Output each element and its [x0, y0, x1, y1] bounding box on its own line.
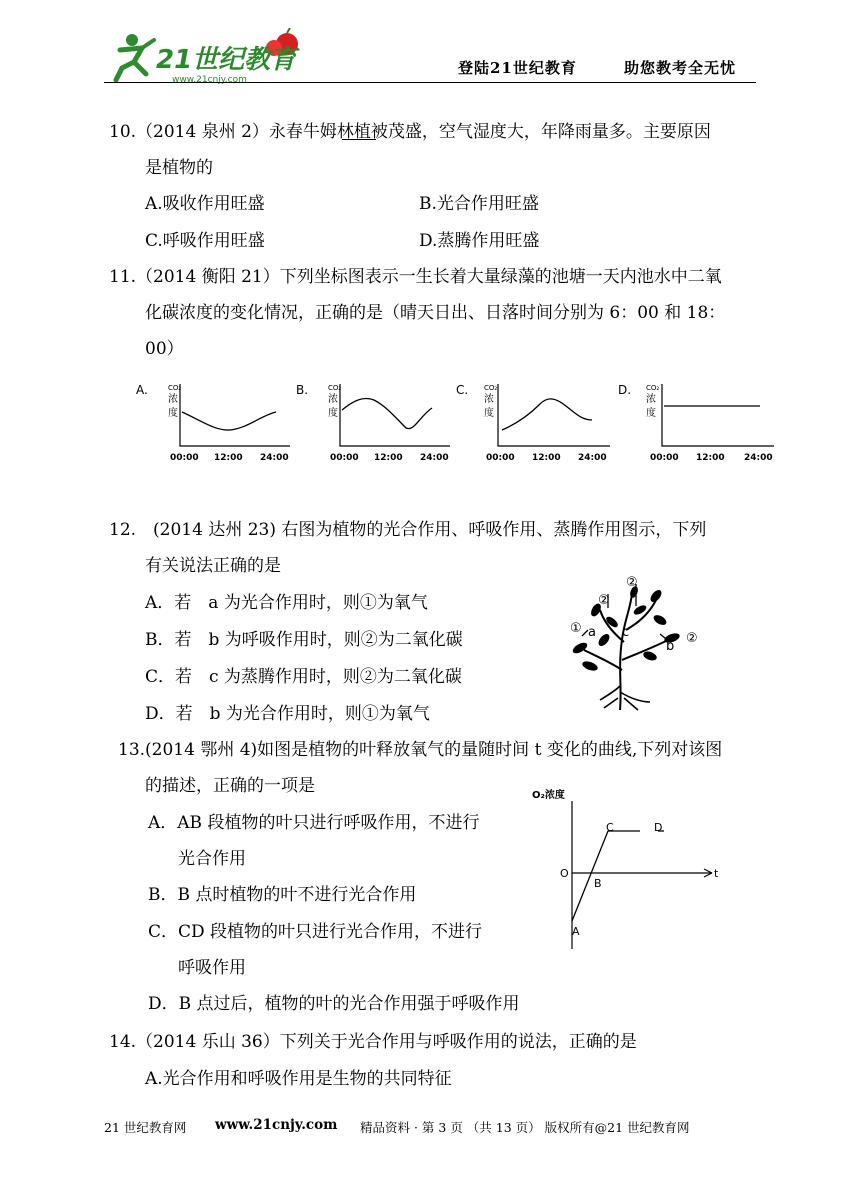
q11-graphs [130, 376, 780, 468]
plant-label-b: b [666, 639, 675, 654]
q13-graph-t: t [714, 867, 719, 880]
graph-d-ylabel: CO₂ [646, 384, 660, 392]
q14-stem: 14.（2014 乐山 36）下列关于光合作用与呼吸作用的说法，正确的是 [109, 1032, 637, 1052]
graph-b-curve [342, 398, 432, 428]
plant-label-circled-1: ① [570, 621, 582, 636]
q13-graph-d: D [654, 821, 663, 834]
graph-b-tick1: 12:00 [374, 453, 403, 463]
graph-d-ylabel-bot: 度 [646, 408, 656, 419]
graph-c-curve [502, 399, 592, 430]
q12-option-b: B．若 b 为呼吸作用时，则②为二氧化碳 [145, 630, 463, 650]
q13-graph-origin: O [560, 867, 569, 880]
graph-d-label: D. [618, 383, 632, 397]
graph-c-tick2: 24:00 [578, 453, 607, 463]
q13-stem-line1: 13.(2014 鄂州 4)如图是植物的叶释放氧气的量随时间 t 变化的曲线,下列对该图 [118, 740, 723, 760]
plant-label-c: c [622, 625, 630, 640]
graph-a-tick2: 24:00 [260, 453, 289, 463]
graph-a-tick1: 12:00 [214, 453, 243, 463]
footer-page-info: 精品资料 · 第 3 页 （共 13 页） 版权所有@21 世纪教育网 [360, 1120, 690, 1135]
q10-stem-line1: 10.（2014 泉州 2）永春牛姆林植被茂盛，空气湿度大，年降雨量多。主要原因 [109, 122, 711, 142]
logo-url: www.21cnjy.com [172, 75, 247, 85]
graph-b-tick2: 24:00 [420, 453, 449, 463]
q10-option-b: B.光合作用旺盛 [419, 194, 539, 214]
logo-text: 21世纪教育 [156, 45, 297, 75]
graph-a-curve [182, 412, 276, 430]
graph-b-tick0: 00:00 [330, 453, 359, 463]
graph-d-tick0: 00:00 [650, 453, 679, 463]
plant-label-circled-2-left: ② [598, 593, 610, 608]
graph-d-tick2: 24:00 [744, 453, 773, 463]
graph-c-tick0: 00:00 [486, 453, 515, 463]
q13-graph-b: B [594, 877, 602, 890]
footer-url[interactable]: www.21cnjy.com [215, 1117, 338, 1133]
q12-option-c: C．若 c 为蒸腾作用时，则②为二氧化碳 [145, 667, 462, 687]
header-title: 登陆21世纪教育 [458, 59, 577, 77]
plant-diagram [560, 570, 710, 720]
plant-label-circled-2-right: ② [686, 631, 698, 646]
graph-c-label: C. [456, 383, 469, 397]
q11-stem-line1: 11.（2014 衡阳 21）下列坐标图表示一生长着大量绿藻的池塘一天内池水中二氧 [109, 267, 722, 287]
plant-label-a: a [588, 625, 596, 640]
plant-label-circled-2-top: ② [626, 575, 638, 590]
q10-option-d: D.蒸腾作用旺盛 [419, 231, 540, 251]
q11-graph-d [618, 383, 774, 463]
q13-stem-line2: 的描述，正确的一项是 [145, 776, 315, 796]
q13-option-a-line1: A．AB 段植物的叶只进行呼吸作用，不进行 [148, 813, 480, 833]
q13-graph-c: C [606, 821, 614, 834]
q11-graph-c [456, 383, 610, 463]
q10-underline [342, 139, 376, 140]
graph-d-ylabel-mid: 浓 [646, 394, 656, 405]
q13-option-c-line1: C．CD 段植物的叶只进行光合作用，不进行 [148, 922, 483, 942]
q13-option-b: B．B 点时植物的叶不进行光合作用 [148, 885, 417, 905]
q13-option-a-line2: 光合作用 [178, 849, 246, 869]
q13-option-c-line2: 呼吸作用 [178, 958, 246, 978]
q13-option-d: D．B 点过后，植物的叶的光合作用强于呼吸作用 [148, 994, 520, 1014]
q13-graph-a: A [572, 925, 580, 938]
q12-stem-line2: 有关说法正确的是 [145, 556, 281, 576]
q12-option-a: A．若 a 为光合作用时，则①为氧气 [145, 593, 428, 613]
graph-d-tick1: 12:00 [696, 453, 725, 463]
q13-graph-ylabel: O₂浓度 [532, 790, 565, 801]
graph-c-ylabel-bot: 度 [484, 408, 494, 419]
graph-c-ylabel: CO₂ [484, 384, 498, 392]
q12-stem-line1: 12. (2014 达州 23) 右图为植物的光合作用、呼吸作用、蒸腾作用图示，下列 [109, 520, 707, 540]
q11-graph-b [296, 383, 450, 463]
graph-a-tick0: 00:00 [170, 453, 199, 463]
q13-graph [528, 785, 728, 955]
q11-stem-line2: 化碳浓度的变化情况，正确的是（晴天日出、日落时间分别为 6：00 和 18： [145, 303, 726, 323]
graph-b-ylabel-bot: 度 [328, 408, 338, 419]
q12-option-d: D．若 b 为光合作用时，则①为氧气 [145, 704, 430, 724]
q11-graph-a [136, 383, 290, 463]
q10-option-c: C.呼吸作用旺盛 [145, 231, 265, 251]
site-logo [112, 28, 312, 90]
q11-stem-line3: 00） [145, 339, 184, 359]
header-rule [104, 82, 756, 83]
graph-a-ylabel-mid: 浓 [168, 394, 178, 405]
q10-stem-line2: 是植物的 [145, 158, 213, 178]
q14-option-a: A.光合作用和呼吸作用是生物的共同特征 [145, 1069, 452, 1089]
footer-site: 21 世纪教育网 [104, 1120, 187, 1135]
q13-graph-curve [572, 831, 640, 921]
graph-a-ylabel: CO₂ [168, 384, 182, 392]
graph-a-label: A. [136, 383, 148, 397]
graph-a-ylabel-bot: 度 [168, 408, 178, 419]
q10-option-a: A.吸收作用旺盛 [145, 194, 265, 214]
header-slogan: 助您教考全无忧 [624, 59, 737, 77]
graph-c-ylabel-mid: 浓 [484, 394, 494, 405]
graph-b-label: B. [296, 383, 309, 397]
graph-b-ylabel: CO₂ [328, 384, 342, 392]
graph-b-ylabel-mid: 浓 [328, 394, 338, 405]
graph-c-tick1: 12:00 [532, 453, 561, 463]
